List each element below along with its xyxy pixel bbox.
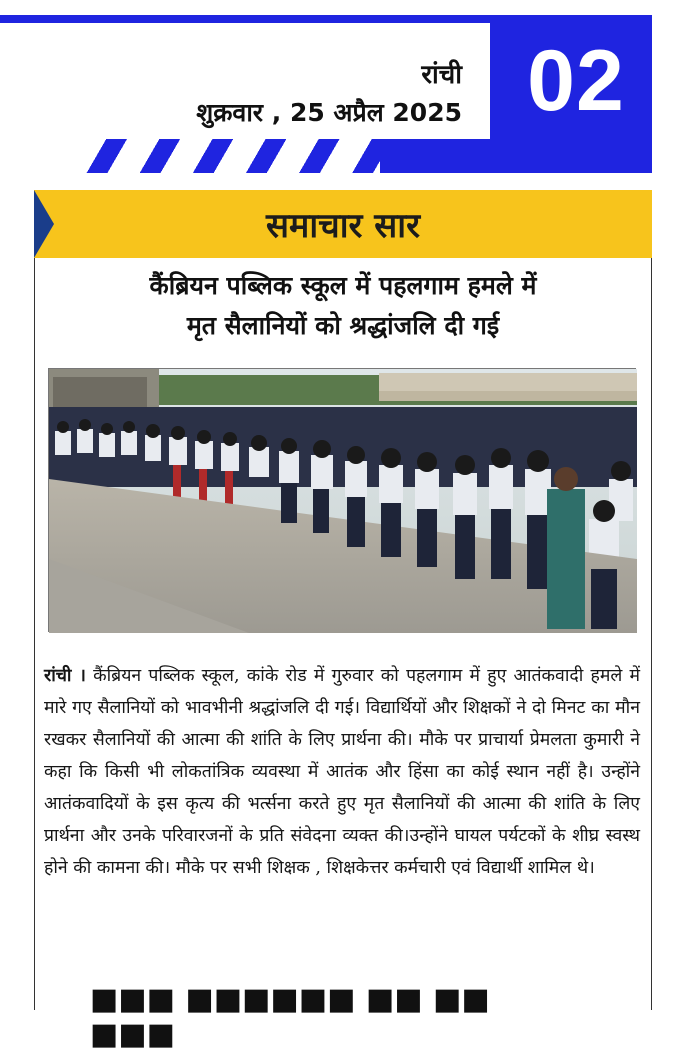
article-body [44, 660, 640, 884]
page-number: 02 [527, 32, 625, 129]
stripe-blank [0, 139, 82, 173]
publication-date: शुक्रवार , 25 अप्रैल 2025 [196, 98, 462, 127]
assembly-photo-illustration [49, 369, 637, 633]
decorative-stripes [0, 139, 652, 173]
stripe-solid [380, 139, 652, 173]
headline-line-1: कैंब्रियन पब्लिक स्कूल में पहलगाम हमले में [149, 271, 537, 300]
city-name: रांची [421, 60, 462, 90]
headline-line-2: मृत सैलानियों को श्रद्धांजलि दी गई [186, 311, 500, 340]
next-article-headline: ■■■ ■■■■■■ ■■ ■■ ■■■ [90, 982, 490, 1052]
article-photo [48, 368, 636, 632]
section-title: समाचार सार [266, 206, 420, 246]
date-panel [0, 23, 490, 139]
article-dateline: रांची । [44, 666, 86, 686]
article-headline [40, 266, 646, 346]
article-text: कैंब्रियन पब्लिक स्कूल, कांके रोड में गुरुवार को पहलगाम में हुए आतंकवादी हमले में मारे गए सैलानियों को भावभीनी श्रद्धांजलि दी गई। विद्यार्थियों और शिक्षकों ने दो मिनट का मौन रखकर सैलानियों की आत्मा की शांति के लिए प्रार्थना की। मौके पर प्राचार्या प्रेमलता कुमारी ने कहा कि किसी भी लोकतांत्रिक व्यवस्था में आतंक और हिंसा का कोई स्थान नहीं है। उन्होंने आतंकवादियों के इस कृत्य की भर्त्सना करते हुए मृत सैलानियों की आत्मा की शांति के लिए प्रार्थना और उनके परिवारजनों के प्रति संवेदना व्यक्त की।उन्होंने घायल पर्यटकों के शीघ्र स्वस्थ होने की कामना की। मौके पर सभी शिक्षक , शिक्षकेत्तर कर्मचारी एवं विद्यार्थी शामिल थे। [44, 666, 640, 878]
